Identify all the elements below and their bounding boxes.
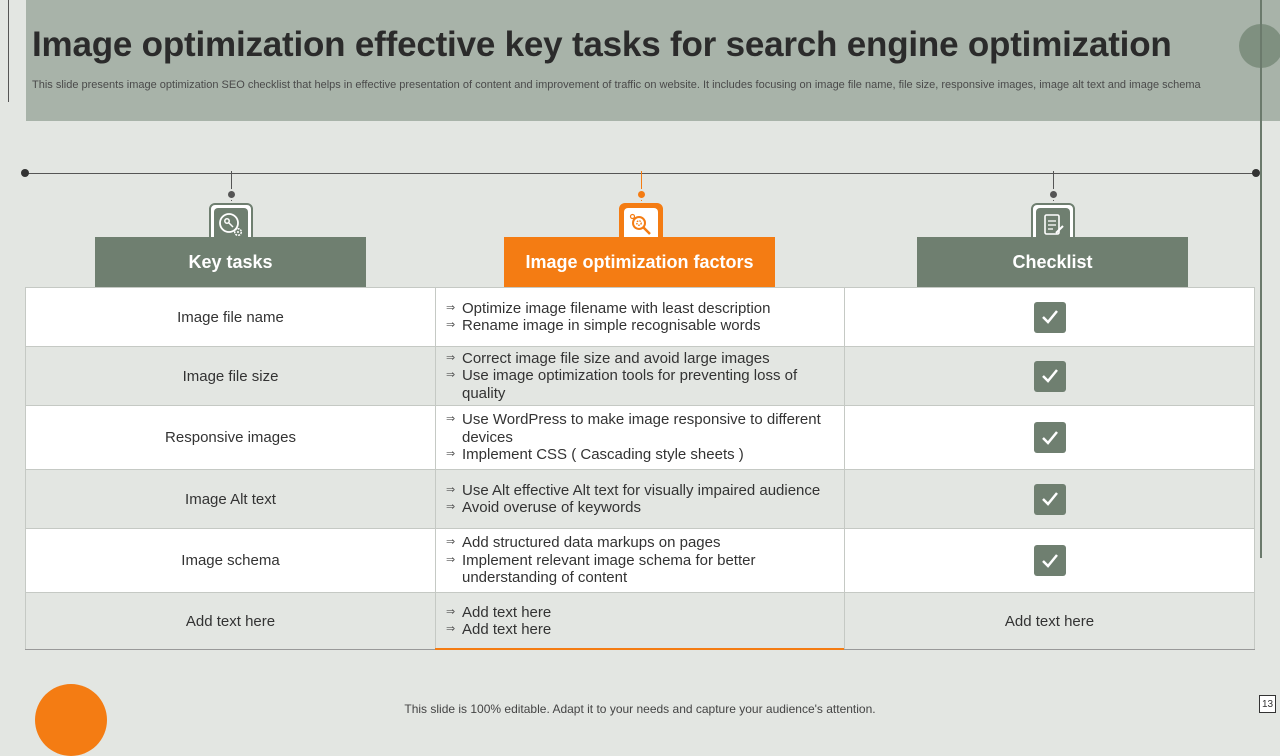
column-header-checklist: Checklist [917,237,1188,288]
factor-item [446,534,721,552]
factors-cell [435,347,844,405]
factor-item [446,411,832,446]
factor-text: Use image optimization tools for preventing loss of quality [462,367,798,402]
checkbox-checked[interactable] [1034,484,1066,515]
accent-underline [435,648,844,650]
checklist-cell [844,347,1255,405]
factor-text: Correct image file size and avoid large images [462,349,770,367]
checklist-cell [844,529,1255,592]
checkmark-icon [1040,429,1060,447]
arrow-icon: ⇒ [446,501,456,513]
table-row [25,405,1255,469]
arrow-icon: ⇒ [446,605,456,618]
checkmark-icon [1040,490,1060,508]
table-row [25,287,1255,346]
column-header-key-tasks: Key tasks [95,237,366,288]
arrow-icon: ⇒ [446,351,456,364]
tasks-table [25,287,1255,650]
checklist-cell [844,406,1255,469]
arrow-icon: ⇒ [446,553,456,566]
factor-text: Implement CSS ( Cascading style sheets ) [462,446,744,464]
decorative-circle [35,684,107,756]
table-row [25,592,1255,650]
factors-cell [435,470,844,528]
arrow-icon: ⇒ [446,319,456,331]
factor-item [446,300,770,318]
connector-dot-accent [636,189,647,200]
task-cell: Image file size [25,347,435,405]
left-rule [8,0,9,102]
checkbox-checked[interactable] [1034,545,1066,576]
arrow-icon: ⇒ [446,369,456,382]
table-row [25,469,1255,528]
arrow-icon: ⇒ [446,301,456,314]
timeline-start-dot [21,169,29,177]
checkmark-icon [1040,552,1060,570]
task-cell: Add text here [25,593,435,649]
factors-cell [435,593,844,649]
factor-item [446,621,551,639]
factor-text: Add text here [462,603,552,621]
factors-cell [435,288,844,346]
checkbox-checked[interactable] [1034,302,1066,333]
table-row [25,346,1255,405]
factor-item [446,367,844,402]
factor-text: Add structured data markups on pages [462,534,721,552]
factor-item [446,604,551,622]
task-cell: Image file name [25,288,435,346]
timeline-end-dot [1252,169,1260,177]
factors-cell [435,529,844,592]
column-header-optimization-factors: Image optimization factors [504,237,775,288]
factor-item [446,350,770,368]
arrow-icon: ⇒ [446,413,456,426]
factor-text: Optimize image filename with least description [462,299,771,317]
factor-text: Implement relevant image schema for better understanding of content [462,551,756,587]
right-rule [1260,0,1262,558]
checkmark-icon [1040,367,1060,385]
factor-item [446,482,820,500]
factor-text: Use Alt effective Alt text for visually impaired audience [462,481,821,499]
connector-dot [1048,189,1059,200]
checklist-cell [844,470,1255,528]
task-cell: Image schema [25,529,435,592]
checkmark-icon [1040,308,1060,326]
arrow-icon: ⇒ [446,623,456,635]
page-subtitle: This slide presents image optimization SEO checklist that helps in effective presentation of content and improvement of traffic on website. It includes focusing on image file name, file size, responsive images, image alt text and image schema [32,79,1201,91]
arrow-icon: ⇒ [446,448,456,461]
factors-cell [435,406,844,469]
checklist-cell [844,288,1255,346]
arrow-icon: ⇒ [446,483,456,496]
connector-dot [226,189,237,200]
factor-item [446,499,641,517]
factor-text: Add text here [462,621,552,638]
factor-text: Rename image in simple recognisable words [462,317,761,334]
factor-item [446,317,760,335]
page-title: Image optimization effective key tasks for search engine optimization [32,25,1172,64]
factor-item [446,552,782,587]
factor-text: Avoid overuse of keywords [462,499,641,516]
task-cell: Responsive images [25,406,435,469]
page-number: 13 [1259,695,1276,713]
checkbox-checked[interactable] [1034,422,1066,453]
factor-item [446,446,744,464]
task-cell: Image Alt text [25,470,435,528]
factor-text: Use WordPress to make image responsive to different devices [462,411,821,446]
arrow-icon: ⇒ [446,536,456,549]
footer-note: This slide is 100% editable. Adapt it to your needs and capture your audience's attention. [404,702,876,716]
table-row [25,528,1255,592]
checkbox-checked[interactable] [1034,361,1066,392]
checklist-cell: Add text here [844,593,1255,649]
